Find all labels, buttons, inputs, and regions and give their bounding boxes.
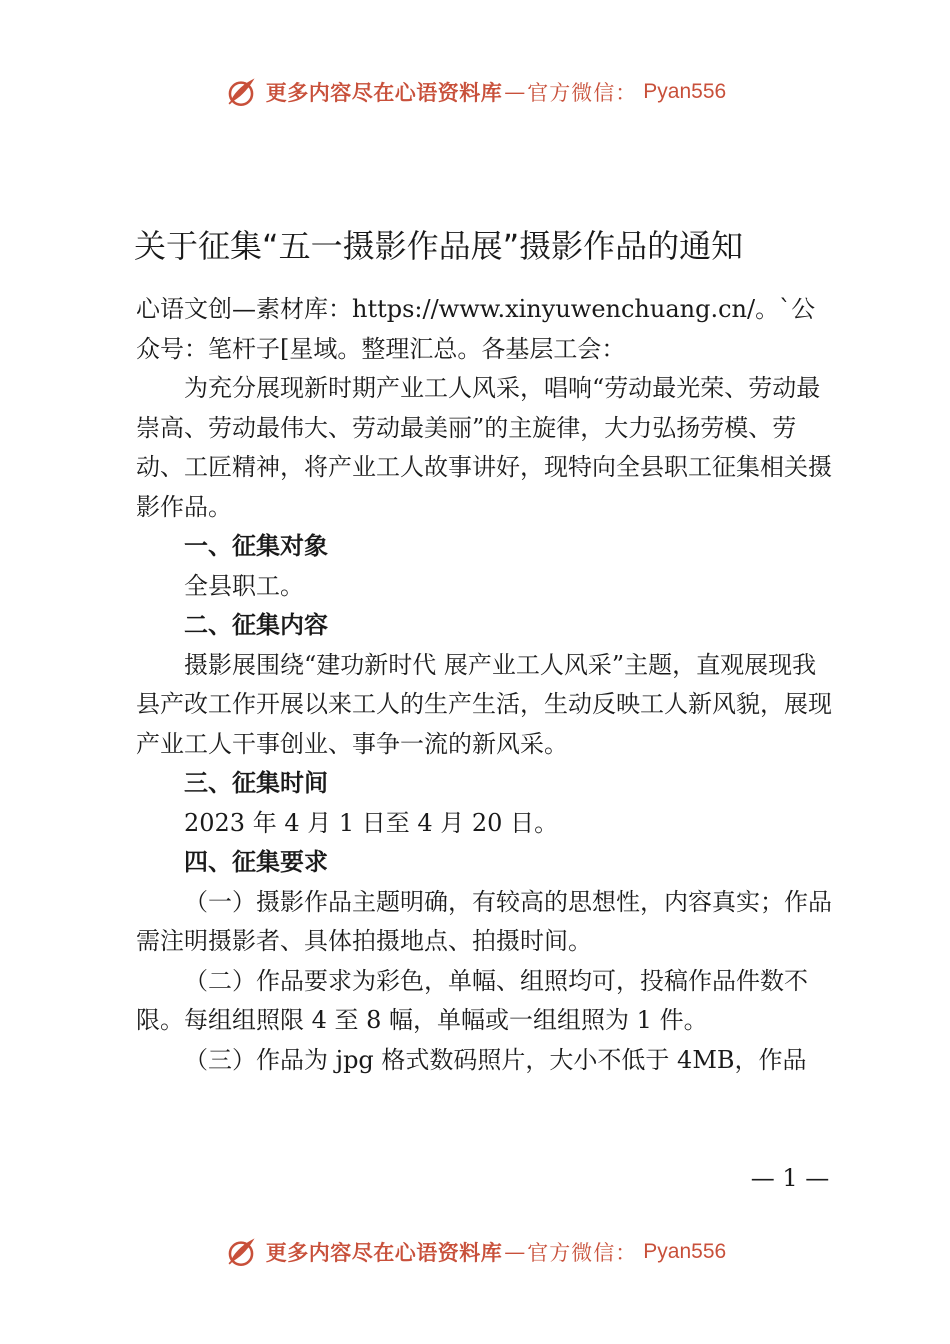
requirement-item-1: （一）摄影作品主题明确，有较高的思想性，内容真实；作品需注明摄影者、具体拍摄地点、拍摄时间。 xyxy=(136,887,832,955)
section-text-target: 全县职工。 xyxy=(184,571,304,600)
section-heading-time: 三、征集时间 xyxy=(184,769,328,797)
watermark-separator: — xyxy=(504,1240,526,1264)
document-body xyxy=(136,290,836,1080)
section-heading-target: 一、征集对象 xyxy=(184,532,328,560)
intro-line: 心语文创—素材库：https://www.xinyuwenchuang.cn/。`公众号：笔杆子[星域。整理汇总。各基层工会： xyxy=(136,295,816,363)
watermark-wechat-label: 官方微信： xyxy=(527,81,638,105)
watermark-banner-top xyxy=(0,72,950,112)
document-title: 关于征集“五一摄影作品展”摄影作品的通知 xyxy=(134,227,744,266)
quill-pen-logo-icon xyxy=(224,75,258,109)
watermark-brand-text: 更多内容尽在心语资料库 xyxy=(265,1241,503,1265)
watermark-banner-bottom xyxy=(0,1232,950,1272)
watermark-brand-text: 更多内容尽在心语资料库 xyxy=(265,81,503,105)
requirement-item-3: （三）作品为 jpg 格式数码照片，大小不低于 4MB，作品 xyxy=(184,1045,807,1074)
page-number: — 1 — xyxy=(750,1164,830,1192)
section-heading-content: 二、征集内容 xyxy=(184,611,328,639)
section-text-content: 摄影展围绕“建功新时代 展产业工人风采”主题，直观展现我县产改工作开展以来工人的生产生活，生动反映工人新风貌，展现产业工人干事创业、事争一流的新风采。 xyxy=(136,650,832,758)
section-heading-requirements: 四、征集要求 xyxy=(184,848,328,876)
quill-pen-logo-icon xyxy=(224,1235,258,1269)
watermark-wechat-label: 官方微信： xyxy=(527,1241,638,1265)
requirement-item-2: （二）作品要求为彩色，单幅、组照均可，投稿作品件数不限。每组组照限 4 至 8 幅，单幅或一组组照为 1 件。 xyxy=(136,966,808,1034)
watermark-separator: — xyxy=(504,80,526,104)
paragraph-purpose: 为充分展现新时期产业工人风采，唱响“劳动最光荣、劳动最崇高、劳动最伟大、劳动最美丽”的主旋律，大力弘扬劳模、劳动、工匠精神，将产业工人故事讲好，现特向全县职工征集相关摄影作品。 xyxy=(136,374,832,521)
section-text-time: 2023 年 4 月 1 日至 4 月 20 日。 xyxy=(184,808,559,837)
watermark-wechat-id: Pyan556 xyxy=(643,80,727,103)
watermark-wechat-id: Pyan556 xyxy=(643,1240,727,1263)
